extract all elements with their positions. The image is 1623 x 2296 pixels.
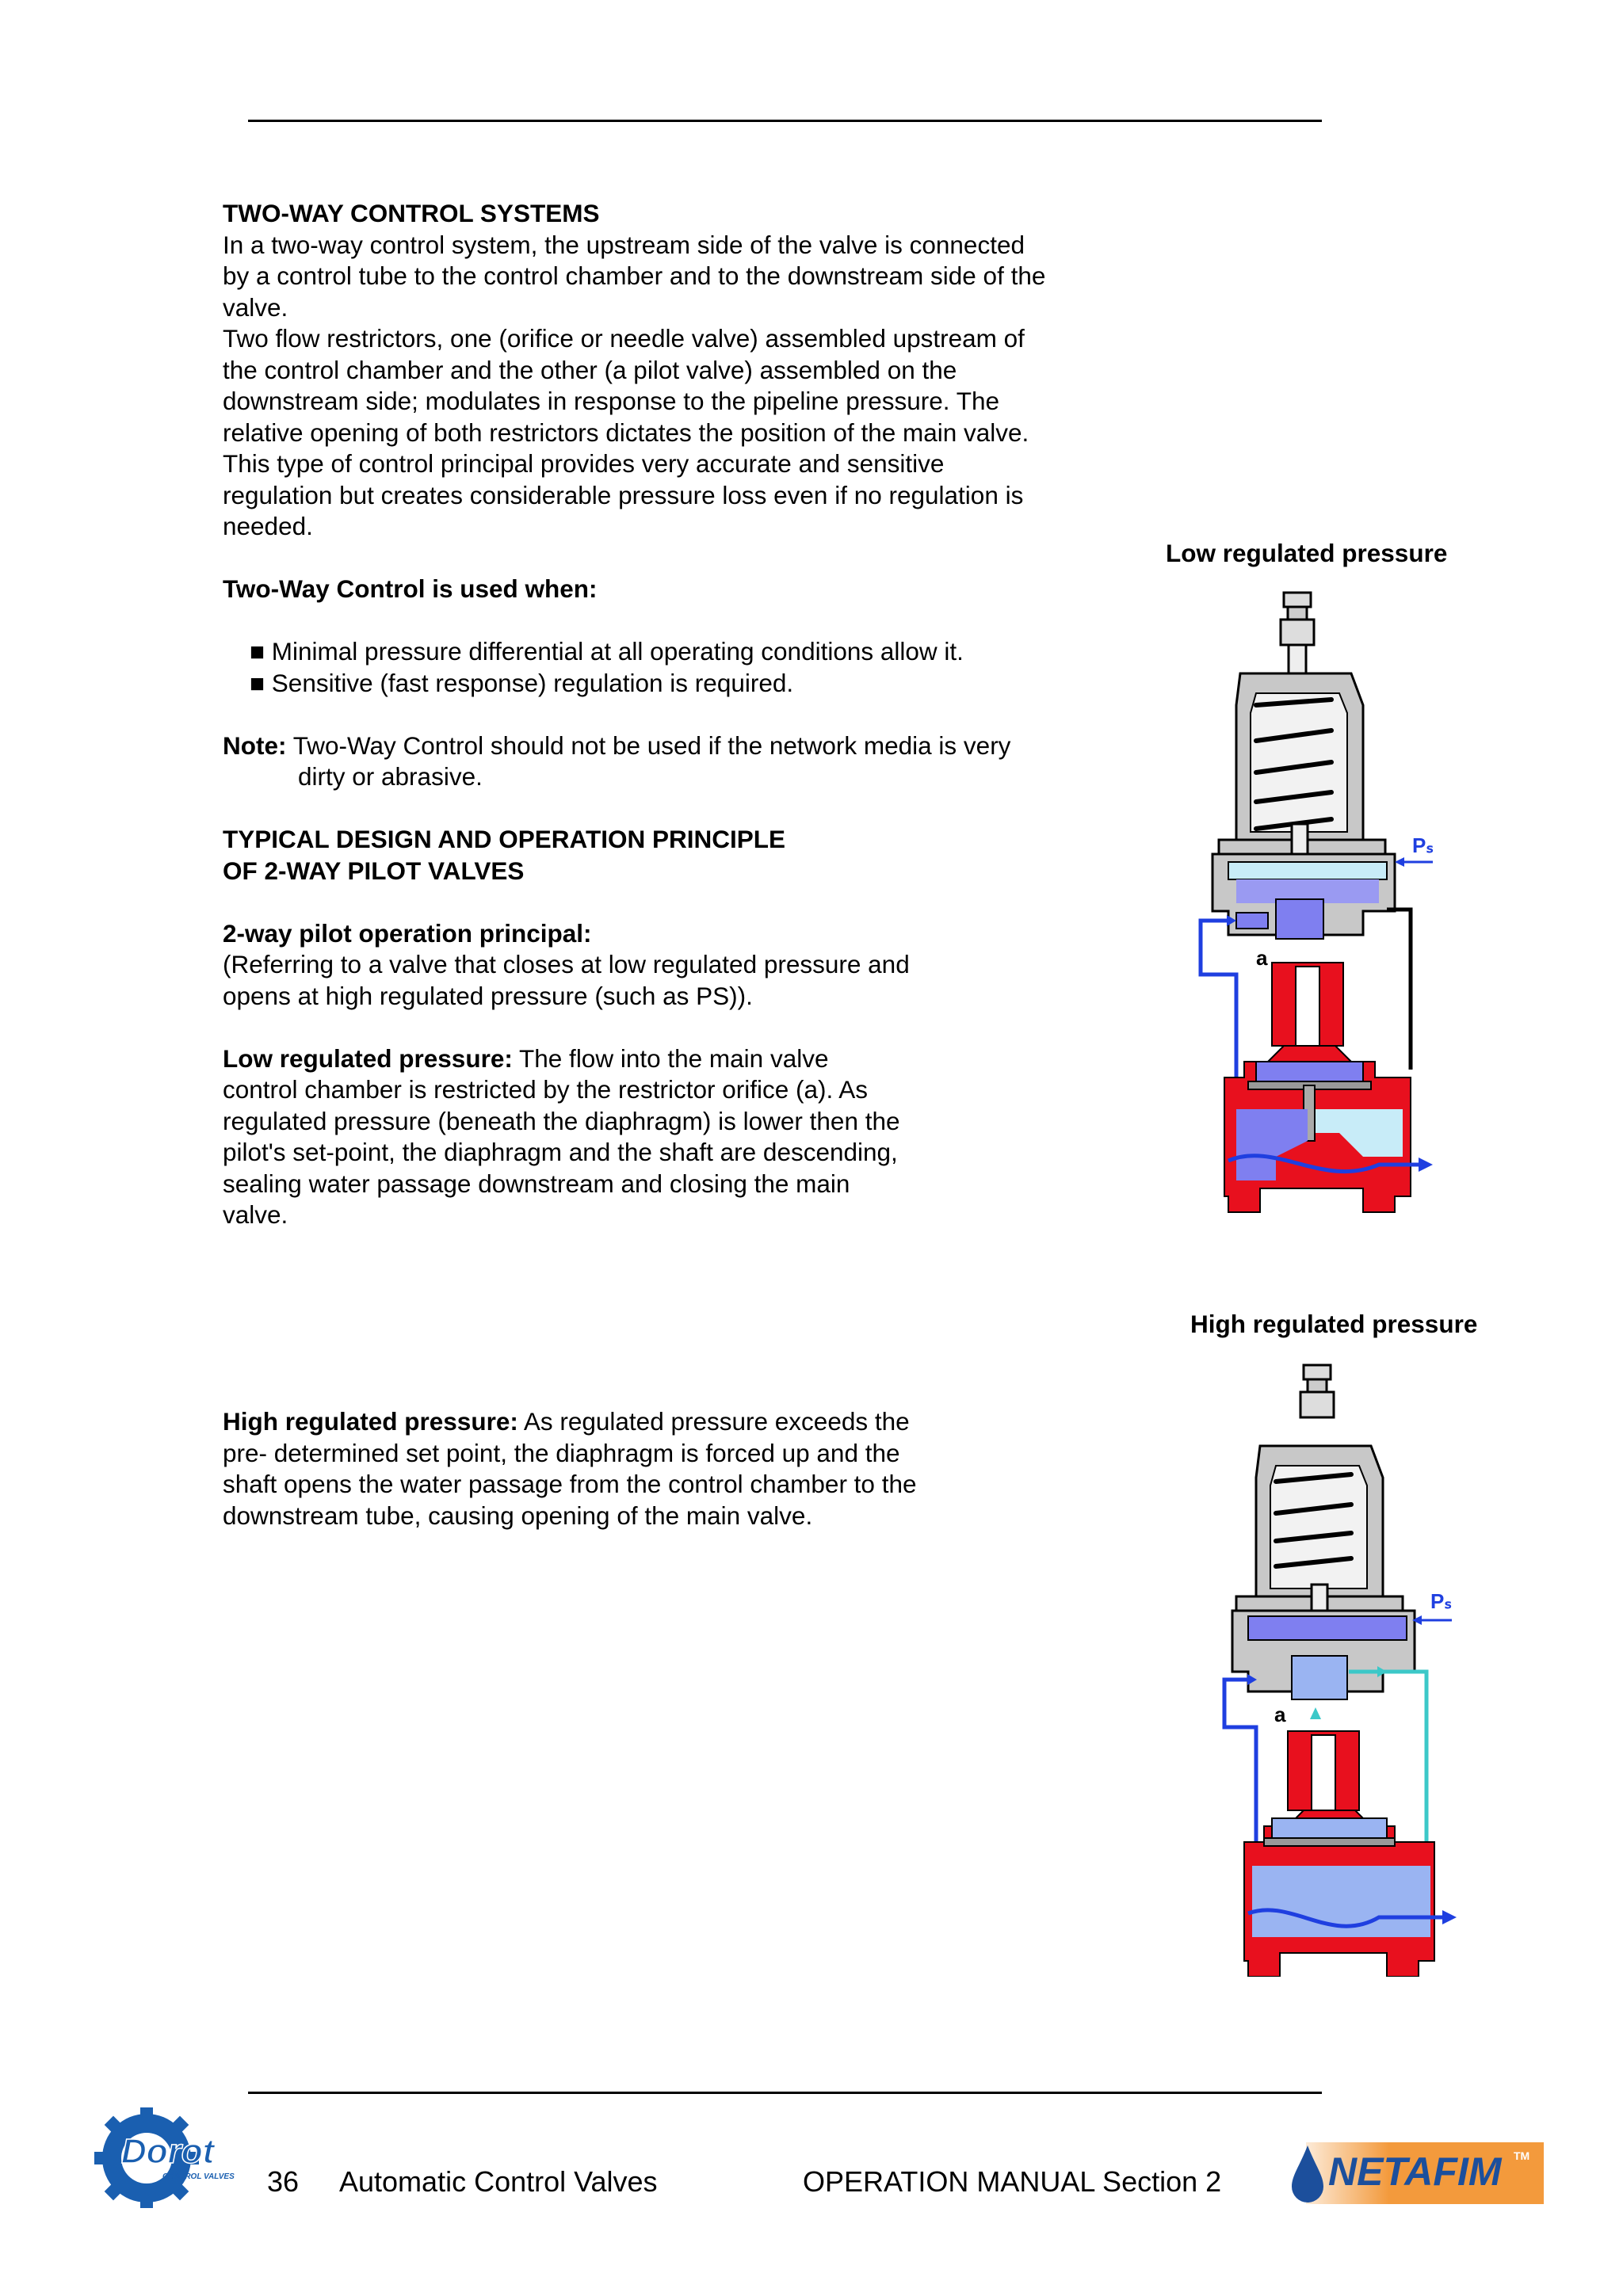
netafim-logo bbox=[1282, 2139, 1615, 2210]
design-heading: TYPICAL DESIGN AND OPERATION PRINCIPLE OF 2-WAY PILOT VALVES bbox=[223, 825, 785, 885]
ps-label: Pₛ bbox=[1430, 1589, 1453, 1613]
dorot-logo-subtext: CONTROL VALVES bbox=[162, 2172, 235, 2181]
high-pressure-paragraph bbox=[223, 1406, 944, 1531]
figure-high-caption: High regulated pressure bbox=[1190, 1310, 1478, 1338]
usage-heading: Two-Way Control is used when: bbox=[223, 574, 598, 603]
bullet-icon: ■ bbox=[250, 668, 265, 697]
ps-label: Pₛ bbox=[1412, 833, 1434, 857]
note-label: Note: bbox=[223, 730, 287, 760]
text-column bbox=[223, 198, 1047, 1231]
high-pressure-block bbox=[223, 1406, 944, 1531]
bottom-rule bbox=[248, 2092, 1322, 2094]
figure-low-caption: Low regulated pressure bbox=[1166, 539, 1448, 567]
intro-paragraph: In a two-way control system, the upstream side of the valve is connected by a control tube to the control chamber and to the downstream side of the valve. bbox=[223, 230, 1046, 322]
principal-heading: 2-way pilot operation principal: bbox=[223, 918, 592, 948]
netafim-logo-text: NETAFIM bbox=[1328, 2149, 1502, 2194]
footer-title: Automatic Control Valves bbox=[339, 2165, 658, 2198]
low-pressure-text: The flow into the main valve control chamber is restricted by the restrictor orifice (a). As regulated pressure (beneath the diaphragm) is lower then the pilot's set-point, the diaphragm and the shaft are descending, sealing water passage downstream and closing the main valve. bbox=[223, 1043, 900, 1229]
dorot-logo-text: Dorot bbox=[121, 2132, 215, 2171]
low-pressure-paragraph bbox=[223, 1043, 904, 1231]
usage-bullet: ■ Sensitive (fast response) regulation is required. bbox=[250, 668, 794, 697]
usage-bullet: ■ Minimal pressure differential at all operating conditions allow it. bbox=[250, 637, 964, 666]
figure-low-pressure bbox=[1181, 586, 1482, 1220]
section-heading: TWO-WAY CONTROL SYSTEMS bbox=[223, 199, 600, 227]
high-pressure-label: High regulated pressure: bbox=[223, 1407, 518, 1436]
page-number: 36 bbox=[267, 2165, 300, 2198]
principal-text: (Referring to a valve that closes at low regulated pressure and opens at high regulated pressure (such as PS)). bbox=[223, 950, 910, 1010]
high-pressure-text: As regulated pressure exceeds the pre- determined set point, the diaphragm is forced up and the shaft opens the water passage from the control chamber to the downstream tube, causing opening of the main valve. bbox=[223, 1407, 917, 1530]
bullet-icon: ■ bbox=[250, 637, 265, 666]
netafim-tm: TM bbox=[1514, 2149, 1530, 2162]
figure-high-pressure bbox=[1205, 1359, 1506, 1977]
note bbox=[223, 730, 1047, 793]
footer-manual: OPERATION MANUAL Section 2 bbox=[803, 2165, 1222, 2198]
dorot-logo bbox=[83, 2101, 258, 2208]
note-text: Two-Way Control should not be used if the network media is very dirty or abrasive. bbox=[292, 730, 1011, 791]
orifice-label: a bbox=[1256, 946, 1268, 970]
orifice-label: a bbox=[1274, 1703, 1286, 1726]
restrictors-paragraph: Two flow restrictors, one (orifice or needle valve) assembled upstream of the control chamber and the other (a pilot valve) assembled on the downstream side; modulates in response to the pipeline pressure. The relative opening of both restrictors dictates the position of the main valve. This type of control principal provides very accurate and sensitive regulation but creates considerable pressure loss even if no regulation is needed. bbox=[223, 324, 1029, 540]
low-pressure-label: Low regulated pressure: bbox=[223, 1043, 513, 1073]
top-rule bbox=[248, 120, 1322, 122]
